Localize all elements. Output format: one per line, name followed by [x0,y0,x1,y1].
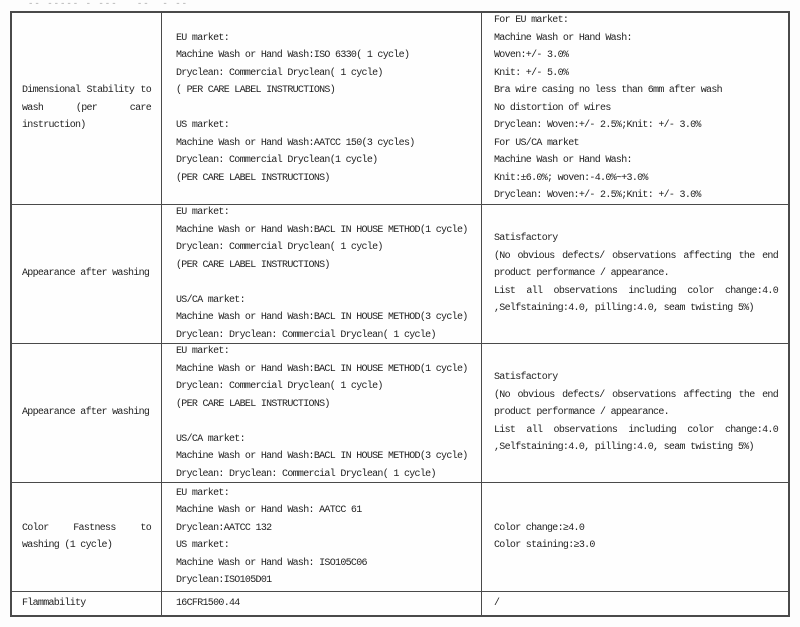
requirement-paragraph: (No obvious defects/ observations affecting the end product performance / appearance. [494,389,778,419]
method-line [176,413,473,431]
method-line: (PER CARE LABEL INSTRUCTIONS) [176,259,330,271]
method-line: Machine Wash or Hand Wash:BACL IN HOUSE METHOD(3 cycle) [176,451,468,462]
requirement-line: Dryclean: Woven:+/- 2.5%;Knit: +/- 3.0% [494,190,701,202]
requirement-line: Color change:≥4.0 [494,522,585,534]
cell-content [176,204,473,344]
method-cell [162,483,482,591]
method-line: US/CA market: [176,433,245,445]
method-line: Dryclean: Commercial Dryclean(1 cycle) [176,155,378,167]
clipped-text-fragment: -- ----- - --- -- - -- [28,0,189,7]
cell-content [176,343,473,483]
test-name-label: Color Fastness to washing (1 cycle) [22,522,151,551]
method-line: ( PER CARE LABEL INSTRUCTIONS) [176,85,336,97]
method-line: US market: [176,120,230,132]
requirement-line: Bra wire casing no less than 6mm after wash [494,85,722,97]
method-line: 16CFR1500.44 [176,597,240,609]
requirement-cell [482,344,788,482]
requirement-line: Knit: +/- 5.0% [494,67,569,79]
cell-content [22,595,151,613]
requirement-cell [482,592,788,615]
method-line: Machine Wash or Hand Wash:BACL IN HOUSE METHOD(1 cycle) [176,224,468,236]
requirement-paragraph: List all observations including color change:4.0 ,Selfstaining:4.0, pilling:4.0, seam twisting 5%) [494,285,778,315]
cell-content [22,265,151,283]
method-line: EU market: [176,487,230,499]
cell-content [494,369,778,457]
table-row [12,13,788,205]
method-line: Dryclean:ISO105D01 [176,575,272,586]
requirement-line: No distortion of wires [494,102,611,114]
table-row [12,483,788,592]
requirement-cell [482,205,788,343]
method-line: (PER CARE LABEL INSTRUCTIONS) [176,398,330,410]
method-line: Machine Wash or Hand Wash: AATCC 61 [176,505,362,516]
test-name-cell [12,483,162,591]
cell-content [176,595,473,613]
method-line: Machine Wash or Hand Wash:ISO 6330( 1 cycle) [176,50,410,62]
requirement-cell [482,483,788,591]
cell-content [176,485,473,590]
method-line: Dryclean: Commercial Dryclean( 1 cycle) [176,242,383,253]
method-cell [162,592,482,615]
test-name-cell [12,13,162,204]
requirement-line: / [494,597,500,609]
method-line: Dryclean: Dryclean: Commercial Dryclean( 1 cycle) [176,329,436,341]
method-line: Dryclean: Commercial Dryclean( 1 cycle) [176,381,383,392]
method-cell [162,13,482,204]
requirements-table [10,11,790,617]
method-line: Dryclean: Commercial Dryclean( 1 cycle) [176,67,383,79]
method-line: EU market: [176,346,230,357]
cell-content [22,82,151,135]
method-line: Dryclean: Dryclean: Commercial Dryclean( 1 cycle) [176,468,436,480]
method-line: Dryclean:AATCC 132 [176,522,272,534]
requirement-line: Color staining:≥3.0 [494,540,595,551]
method-cell [162,205,482,343]
requirement-line: For EU market: [494,15,569,27]
requirement-paragraph: Satisfactory [494,372,558,384]
cell-content [494,230,778,318]
requirement-cell [482,13,788,204]
table-row [12,205,788,344]
cell-content [494,12,778,205]
test-name-label: Dimensional Stability to wash (per care instruction) [22,85,151,132]
method-line: US/CA market: [176,294,245,306]
requirement-line: Machine Wash or Hand Wash: [494,155,632,167]
requirement-line: Knit:±6.0%; woven:-4.0%~+3.0% [494,172,648,184]
method-line [176,100,473,118]
method-line: EU market: [176,32,230,44]
method-line: EU market: [176,207,230,218]
cell-content [176,30,473,188]
table-row [12,592,788,615]
test-name-cell [12,592,162,615]
test-name-label: Appearance after washing [22,407,150,419]
cell-content [22,520,151,555]
requirement-line: For US/CA market [494,137,579,149]
test-name-cell [12,344,162,482]
requirement-line: Machine Wash or Hand Wash: [494,32,632,44]
requirement-line: Dryclean: Woven:+/- 2.5%;Knit: +/- 3.0% [494,120,701,132]
test-name-label: Appearance after washing [22,268,150,280]
method-line: Machine Wash or Hand Wash: ISO105C06 [176,557,367,569]
cell-content [494,520,778,555]
cell-content [22,404,151,422]
cell-content [494,595,778,613]
method-line: Machine Wash or Hand Wash:BACL IN HOUSE METHOD(3 cycle) [176,312,468,323]
method-cell [162,344,482,482]
requirement-paragraph: List all observations including color change:4.0 ,Selfstaining:4.0, pilling:4.0, seam twisting 5%) [494,424,778,454]
table-row [12,344,788,483]
requirement-line: Woven:+/- 3.0% [494,50,569,62]
method-line: US market: [176,540,230,551]
requirement-paragraph: (No obvious defects/ observations affecting the end product performance / appearance. [494,250,778,280]
method-line: (PER CARE LABEL INSTRUCTIONS) [176,172,330,184]
method-line: Machine Wash or Hand Wash:BACL IN HOUSE METHOD(1 cycle) [176,363,468,375]
test-name-cell [12,205,162,343]
method-line [176,274,473,292]
method-line: Machine Wash or Hand Wash:AATCC 150(3 cycles) [176,137,415,149]
requirement-paragraph: Satisfactory [494,233,558,245]
test-name-label: Flammability [22,597,86,609]
